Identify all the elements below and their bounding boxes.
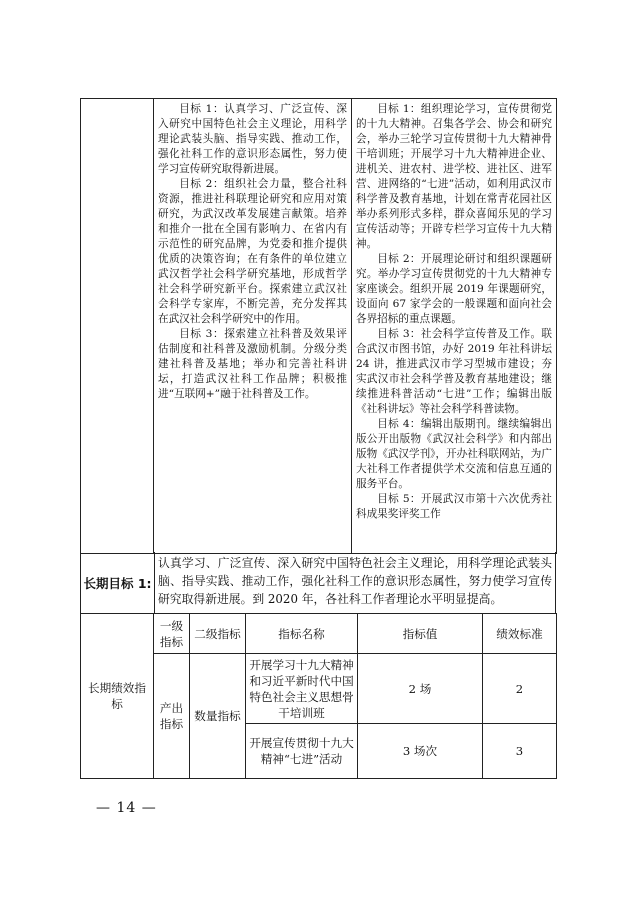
goals-table — [80, 98, 557, 554]
level2-cell: 数量指标 — [190, 654, 246, 779]
header-level2: 二级指标 — [190, 614, 246, 654]
header-level1: 一级指标 — [154, 614, 190, 654]
left-goal-2: 目标 2：组织社会力量，整合社科资源，推进社科联理论研究和应用对策研究，为武汉改革发展建言献策。培养和推介一批在全国有影响力、在省内有示范性的研究品牌，为党委和推介提供优质的决策咨询；在有条件的单位建立武汉哲学社会科学研究基地，形成哲学社会科学研究新平台。探索建立武汉社会科学专家库，不断完善，充分发挥其在武汉社会科学研究中的作用。 — [158, 178, 347, 325]
right-goal-4: 目标 4：编辑出版期刊。继续编辑出版公开出版物《武汉社会科学》和内部出版物《武汉学刊》，开办社科联网站，为广大社科工作者提供学术交流和信息互通的服务平台。 — [356, 418, 552, 490]
header-performance-standard: 绩效标准 — [483, 614, 557, 654]
indicator-name-cell: 开展学习十九大精神和习近平新时代中国特色社会主义思想骨干培训班 — [246, 654, 358, 724]
long-term-indicator-label: 长期绩效指标 — [81, 614, 154, 779]
header-row — [81, 614, 557, 654]
right-goal-5: 目标 5：开展武汉市第十六次优秀社科成果奖评奖工作 — [356, 493, 552, 520]
annual-goals-cell — [352, 99, 557, 554]
right-goal-1: 目标 1：组织理论学习，宣传贯彻党的十九大精神。召集各学会、协会和研究会，举办三轮学习宣传贯彻十九大精神骨干培训班；开展学习十九大精神进企业、进机关、进农村、进学校、进社区、进军营、进网络的“七进”活动，如利用武汉市科学普及教育基地，计划在常青花园社区举办系列形式多样，群众喜闻乐见的学习宣传活动等；开辟专栏学习宣传十九大精神。 — [356, 103, 552, 250]
performance-standard-cell: 2 — [483, 654, 557, 724]
left-goal-3: 目标 3：探索建立社科普及效果评估制度和社科普及激励机制。分级分类建社科普及基地；举办和完善社科讲坛，打造武汉社科工作品牌；积极推进“互联网+”融于社科普及工作。 — [158, 328, 347, 400]
page-number: — 14 — — [96, 800, 157, 816]
right-goals-text — [352, 99, 556, 524]
performance-standard-cell: 3 — [483, 724, 557, 779]
right-goal-3: 目标 3：社会科学宣传普及工作。联合武汉市图书馆，办好 2019 年社科讲坛 24 讲，推进武汉市学习型城市建设；夯实武汉市社会科学普及教育基地建设；继续推进科普活动“七进”工作；编辑出版《社科讲坛》等社会科学科普读物。 — [356, 328, 552, 415]
long-term-goal-label: 长期目标 1: — [81, 552, 155, 613]
long-term-goals-cell — [154, 99, 352, 554]
header-indicator-value: 指标值 — [358, 614, 483, 654]
goals-label-cell — [81, 99, 154, 554]
level1-cell: 产出指标 — [154, 654, 190, 779]
long-term-goal-text: 认真学习、广泛宣传、深入研究中国特色社会主义理论，用科学理论武装头脑、指导实践、推动工作，强化社科工作的意识形态属性，努力使学习宣传研究取得新进展。到 2020 年，各社科工作者理论水平明显提高。 — [158, 556, 552, 606]
indicator-value-cell: 3 场次 — [358, 724, 483, 779]
left-goals-text — [154, 99, 351, 404]
long-term-goal-row — [80, 552, 556, 614]
indicator-value-cell: 2 场 — [358, 654, 483, 724]
performance-indicator-table — [80, 613, 557, 779]
right-goal-2: 目标 2：开展理论研讨和组织课题研究。举办学习宣传贯彻党的十九大精神专家座谈会。组织开展 2019 年课题研究，设面向 67 家学会的一般课题和面向社会各界招标的重点课题。 — [356, 253, 552, 325]
header-indicator-name: 指标名称 — [246, 614, 358, 654]
left-goal-1: 目标 1：认真学习、广泛宣传、深入研究中国特色社会主义理论，用科学理论武装头脑、指导实践、推动工作，强化社科工作的意识形态属性，努力使学习宣传研究取得新进展。 — [158, 103, 347, 175]
indicator-name-cell: 开展宣传贯彻十九大精神“七进”活动 — [246, 724, 358, 779]
